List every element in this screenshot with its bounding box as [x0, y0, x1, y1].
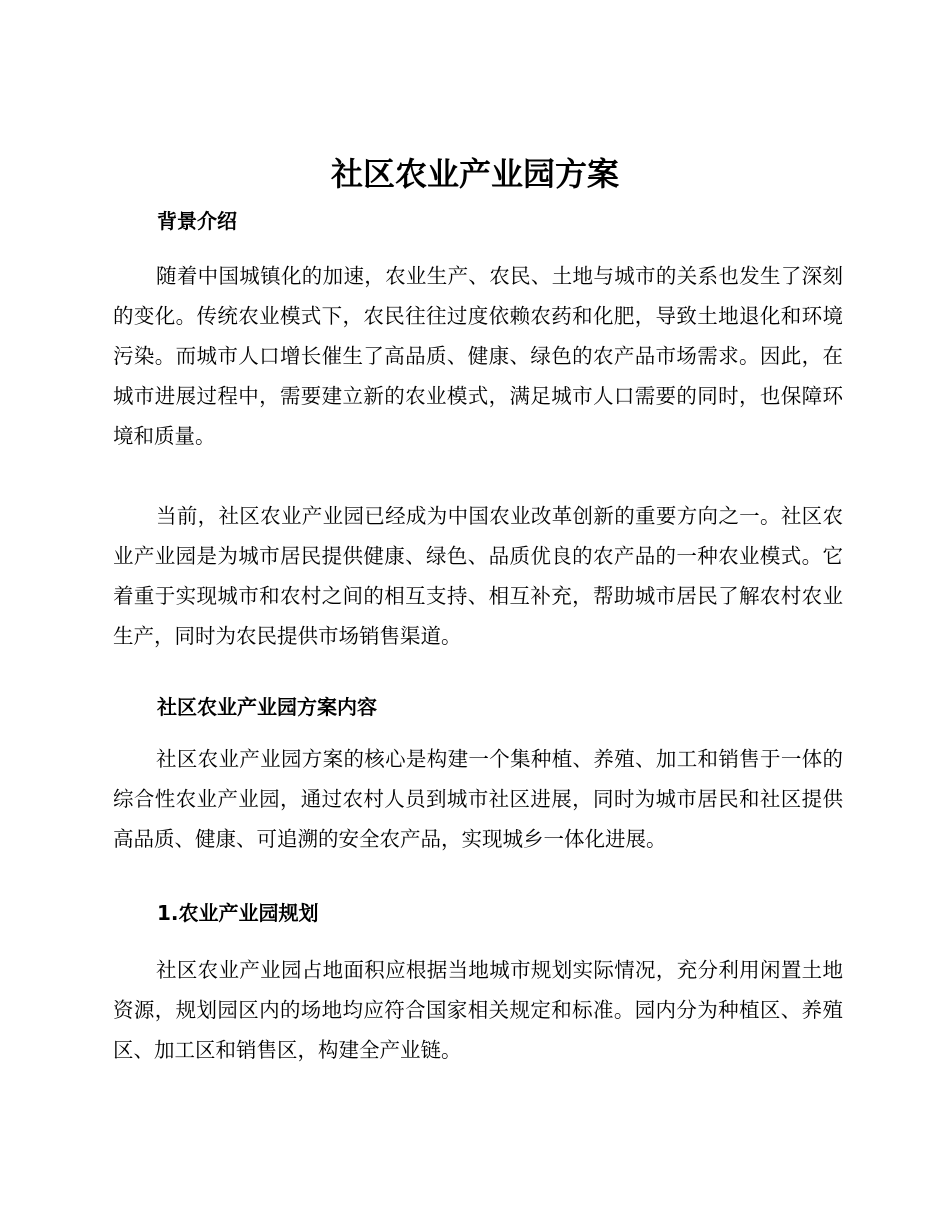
- document-title: 社区农业产业园方案: [330, 155, 619, 193]
- section-heading-plan-content: 社区农业产业园方案内容: [157, 695, 377, 719]
- paragraph-plan-content-1: 社区农业产业园方案的核心是构建一个集种植、养殖、加工和销售于一体的综合性农业产业园，通过农村人员到城市社区进展，同时为城市居民和社区提供高品质、健康、可追溯的安全农产品，实现城乡一体化进展。: [113, 747, 843, 851]
- paragraph-park-planning-1: 社区农业产业园占地面积应根据当地城市规划实际情况，充分利用闲置土地资源，规划园区内的场地均应符合国家相关规定和标准。园内分为种植区、养殖区、加工区和销售区，构建全产业链。: [113, 958, 843, 1062]
- section-heading-park-planning: 1.农业产业园规划: [157, 901, 319, 925]
- section-heading-background: 背景介绍: [157, 209, 237, 233]
- paragraph-background-2: 当前，社区农业产业园已经成为中国农业改革创新的重要方向之一。社区农业产业园是为城市居民提供健康、绿色、品质优良的农产品的一种农业模式。它着重于实现城市和农村之间的相互支持、相互补充，帮助城市居民了解农村农业生产，同时为农民提供市场销售渠道。: [113, 504, 843, 648]
- paragraph-background-1: 随着中国城镇化的加速，农业生产、农民、土地与城市的关系也发生了深刻的变化。传统农业模式下，农民往往过度依赖农药和化肥，导致土地退化和环境污染。而城市人口增长催生了高品质、健康、绿色的农产品市场需求。因此，在城市进展过程中，需要建立新的农业模式，满足城市人口需要的同时，也保障环境和质量。: [113, 264, 843, 448]
